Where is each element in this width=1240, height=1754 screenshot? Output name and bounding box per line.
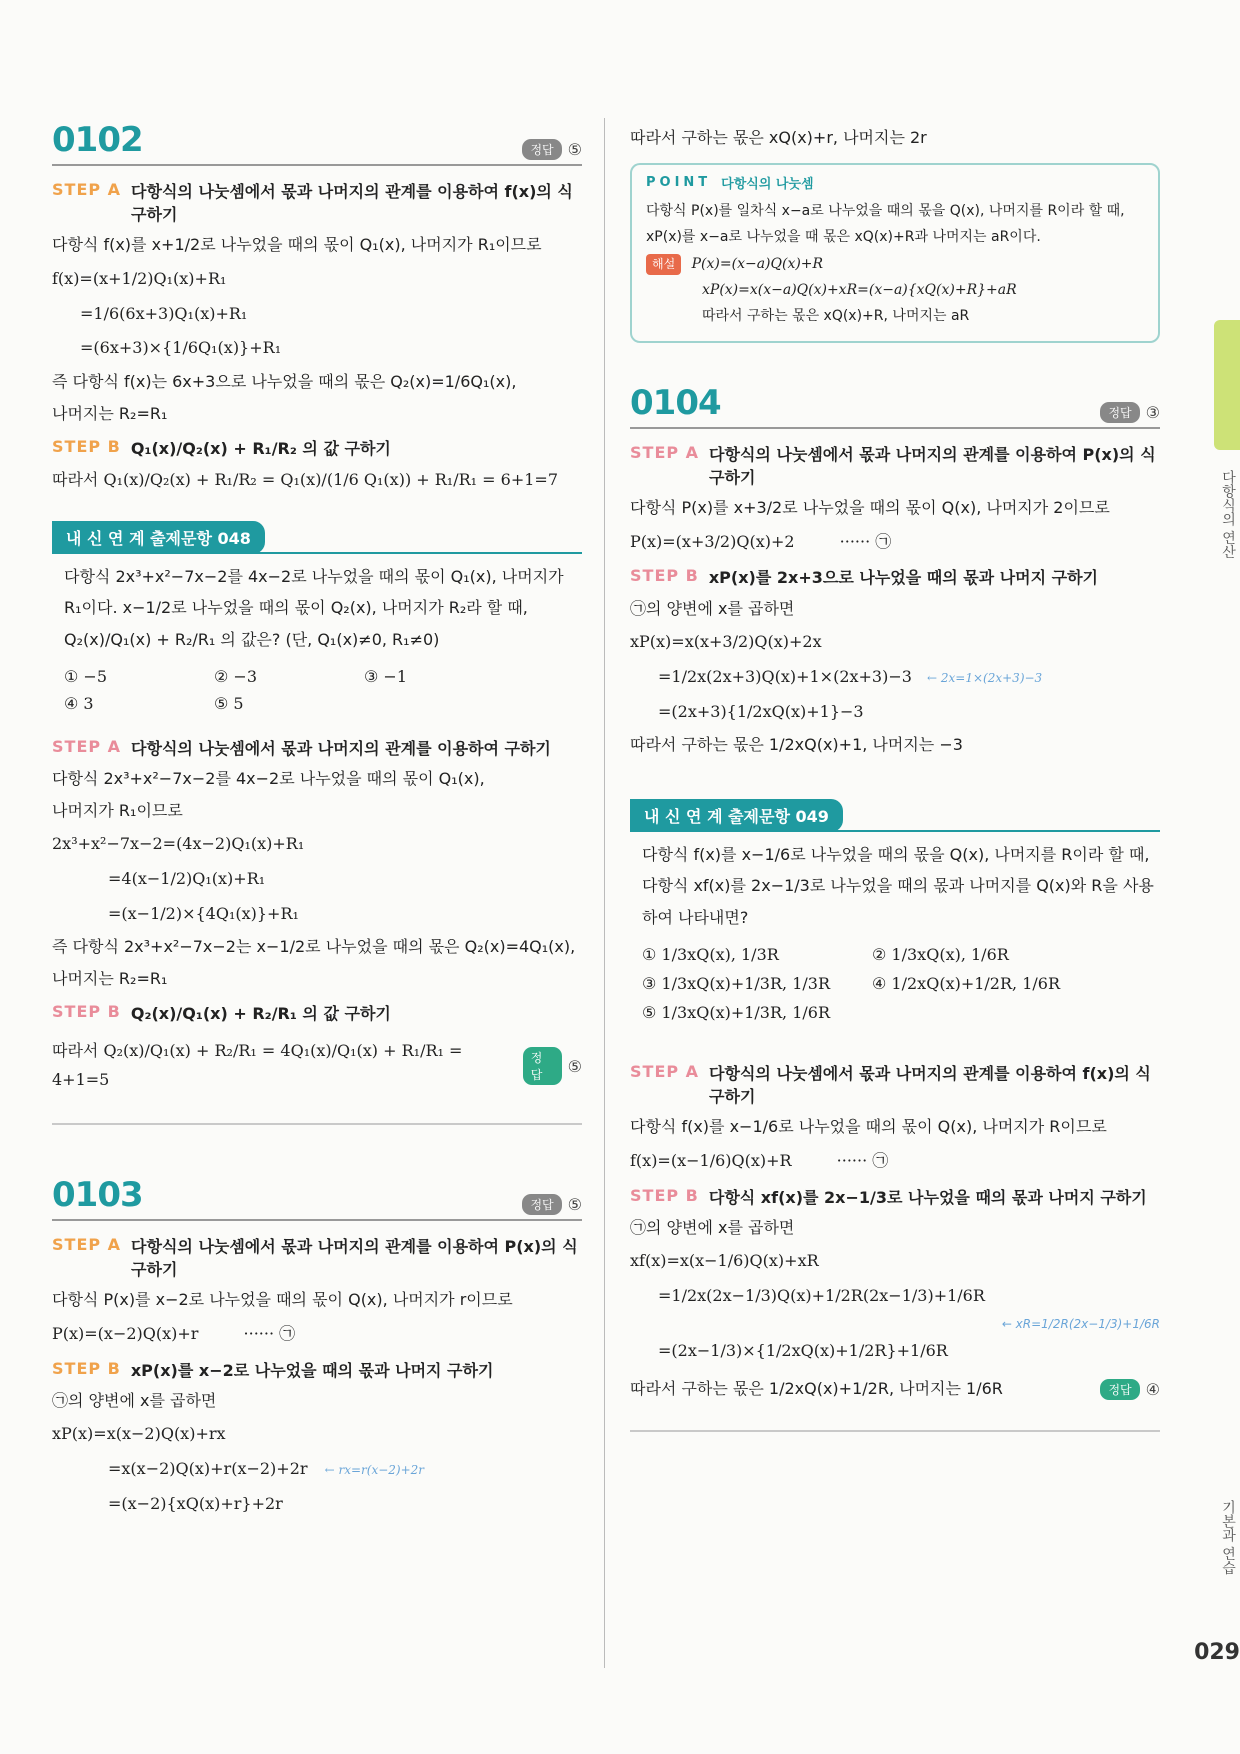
answer-badge: 정답 [523, 1047, 562, 1085]
side-note: ← rx=r(x−2)+2r [324, 1462, 425, 1477]
step-title: 다항식의 나눗셈에서 몫과 나머지의 관계를 이용하여 f(x)의 식 구하기 [709, 1063, 1151, 1107]
choice-5[interactable]: ⑤ 1/3xQ(x)+1/3R, 1/6R [642, 1002, 830, 1022]
haesol-badge: 해설 [646, 254, 681, 276]
equation-body: =1/2x(2x+3)Q(x)+1×(2x+3)−3 [658, 666, 912, 686]
equation: xP(x)=x(x+3/2)Q(x)+2x [630, 632, 822, 651]
problem-header-0103 [52, 1175, 582, 1221]
equation [630, 528, 1160, 557]
step-label: STEP B [630, 1185, 699, 1205]
equation: xP(x)=x(x−2)Q(x)+rx [52, 1424, 226, 1444]
point-title: 다항식의 나눗셈 [721, 177, 814, 193]
question-text: 다항식 f(x)를 x−1/6로 나누었을 때의 몫을 Q(x), 나머지를 R이라 할 때, [642, 844, 1150, 864]
solution-text: ㉠의 양변에 x를 곱하면 [52, 1390, 217, 1410]
step-title: Q₁(x)/Q₂(x) + R₁/R₂ 의 값 구하기 [130, 438, 391, 458]
solution-text: 나머지는 R₂=R₁ [52, 403, 168, 423]
column-divider [604, 118, 605, 1668]
equation [52, 1320, 582, 1349]
solution-text: 따라서 구하는 몫은 xQ(x)+r, 나머지는 2r [630, 128, 927, 147]
problem-number: 0104 [630, 382, 721, 423]
step-a [52, 180, 582, 226]
answer-value: ③ [1145, 402, 1160, 422]
point-header [646, 173, 1144, 192]
step-title: xP(x)를 2x+3으로 나누었을 때의 몫과 나머지 구하기 [708, 568, 1099, 588]
problem-number: 0102 [52, 120, 143, 160]
section-heading: 내 신 연 계 출제문항 048 [52, 521, 265, 554]
answer-box [522, 139, 582, 160]
equation: f(x)=(x+1/2)Q₁(x)+R₁ [52, 268, 227, 288]
step-title: 다항식의 나눗셈에서 몫과 나머지의 관계를 이용하여 구하기 [131, 739, 551, 759]
point-box [630, 163, 1160, 342]
answer-box [523, 1047, 582, 1085]
question-text: 다항식 xf(x)를 2x−1/3로 나누었을 때의 몫과 나머지를 Q(x)와 R을 사용 [642, 876, 1154, 896]
section-049 [630, 799, 1160, 832]
equation: =(x−2){xQ(x)+r}+2r [108, 1493, 283, 1513]
step-title: 다항식의 나눗셈에서 몫과 나머지의 관계를 이용하여 P(x)의 식 구하기 [131, 1237, 578, 1280]
step-title: xP(x)를 x−2로 나누었을 때의 몫과 나머지 구하기 [130, 1360, 494, 1380]
choice-2[interactable]: ② −3 [214, 667, 258, 687]
solution-text: 따라서 Q₂(x)/Q₁(x) + R₂/R₁ = 4Q₁(x)/Q₁(x) + R₁/R₁ = 4+1=5 [52, 1041, 463, 1090]
step-label: STEP A [52, 737, 122, 757]
step-label: STEP A [52, 180, 122, 199]
solution-text: 즉 다항식 2x³+x²−7x−2는 x−1/2로 나누었을 때의 몫은 Q₂(x)=4Q₁(x), [52, 937, 576, 957]
side-label: 기본과 연습 [1220, 1500, 1236, 1575]
equation-mark: ······ ㉠ [836, 1150, 889, 1170]
point-text: 다항식 P(x)를 일차식 x−a로 나누었을 때의 몫을 Q(x), 나머지를 R이라 할 때, [646, 203, 1125, 220]
section-heading: 내 신 연 계 출제문항 049 [630, 799, 843, 832]
step-b [52, 437, 582, 460]
step-label: STEP B [52, 1002, 121, 1022]
step-title: 다항식의 나눗셈에서 몫과 나머지의 관계를 이용하여 P(x)의 식 구하기 [709, 444, 1156, 488]
step-b [52, 1359, 582, 1382]
question-text: Q₂(x)/Q₁(x) + R₂/R₁ 의 값은? (단, Q₁(x)≠0, R₁≠0) [64, 629, 440, 649]
side-note: ← xR=1/2R(2x−1/3)+1/6R [1001, 1316, 1160, 1331]
problem-number: 0103 [52, 1175, 143, 1216]
side-note: ← 2x=1×(2x+3)−3 [927, 670, 1043, 685]
answer-box [1100, 1379, 1160, 1400]
equation: 2x³+x²−7x−2=(4x−2)Q₁(x)+R₁ [52, 834, 305, 854]
answer-badge: 정답 [522, 139, 561, 160]
equation-body: P(x)=(x−2)Q(x)+r [52, 1323, 199, 1343]
step-title: Q₂(x)/Q₁(x) + R₂/R₁ 의 값 구하기 [130, 1004, 391, 1024]
solution-text: 따라서 구하는 몫은 1/2xQ(x)+1, 나머지는 −3 [630, 735, 963, 755]
step-a [630, 1062, 1160, 1108]
step-label: STEP B [630, 566, 699, 586]
question-text: 하여 나타내면? [642, 907, 749, 927]
equation: =(6x+3)×{1/6Q₁(x)}+R₁ [80, 338, 282, 358]
answer-value: ④ [1145, 1380, 1160, 1400]
equation: =(2x+3){1/2xQ(x)+1}−3 [658, 701, 864, 721]
answer-value: ⑤ [567, 140, 582, 159]
step-b [52, 1002, 582, 1025]
answer-badge: 정답 [1100, 402, 1139, 423]
equation-body: =x(x−2)Q(x)+r(x−2)+2r [108, 1458, 308, 1478]
answer-value: ⑤ [567, 1056, 582, 1076]
point-text: xP(x)를 x−a로 나누었을 때 몫은 xQ(x)+R과 나머지는 aR이다. [646, 229, 1041, 246]
question-text: R₁이다. x−1/2로 나누었을 때의 몫이 Q₂(x), 나머지가 R₂라 할 때, [64, 598, 528, 618]
step-label: STEP B [52, 1358, 121, 1378]
side-chapter-label: 다항식의 연산 [1220, 470, 1236, 559]
equation-body: =1/2x(2x−1/3)Q(x)+1/2R(2x−1/3)+1/6R [658, 1285, 985, 1305]
choice-1[interactable]: ① 1/3xQ(x), 1/3R [642, 944, 779, 964]
equation [630, 1282, 1160, 1311]
equation [52, 1455, 582, 1484]
equation: =(2x−1/3)×{1/2xQ(x)+1/2R}+1/6R [658, 1340, 948, 1360]
equation [630, 663, 1160, 692]
choice-list [64, 667, 582, 713]
equation: =1/6(6x+3)Q₁(x)+R₁ [80, 303, 248, 323]
step-b [630, 566, 1160, 589]
choice-4[interactable]: ④ 3 [64, 694, 94, 714]
equation: P(x)=(x−a)Q(x)+R [691, 255, 824, 272]
solution-text: 나머지는 R₂=R₁ [52, 968, 168, 988]
choice-4[interactable]: ④ 1/2xQ(x)+1/2R, 1/6R [872, 973, 1060, 993]
separator [630, 1430, 1160, 1432]
question-text: 다항식 2x³+x²−7x−2를 4x−2로 나누었을 때의 몫이 Q₁(x), 나머지가 [64, 566, 564, 586]
choice-3[interactable]: ③ −1 [364, 667, 408, 687]
equation [630, 1147, 1160, 1176]
problem-header-0102 [52, 120, 582, 166]
solution-text: 따라서 Q₁(x)/Q₂(x) + R₁/R₂ = Q₁(x)/(1/6 Q₁(x)) + R₁/R₁ = 6+1=7 [52, 470, 559, 490]
section-048 [52, 521, 582, 554]
step-label: STEP A [630, 442, 700, 462]
equation-mark: ······ ㉠ [243, 1323, 296, 1343]
step-a [52, 1235, 582, 1281]
step-title: 다항식 xf(x)를 2x−1/3로 나누었을 때의 몫과 나머지 구하기 [708, 1187, 1147, 1207]
point-label: POINT [646, 175, 712, 191]
separator [52, 1123, 582, 1125]
equation: =(x−1/2)×{4Q₁(x)}+R₁ [108, 903, 299, 923]
point-solution [646, 253, 1144, 276]
answer-row [630, 1371, 1160, 1407]
solution-text: 다항식 f(x)를 x−1/6로 나누었을 때의 몫이 Q(x), 나머지가 R이므로 [630, 1117, 1107, 1137]
choice-2[interactable]: ② 1/3xQ(x), 1/6R [872, 944, 1009, 964]
left-column [52, 120, 582, 1525]
choice-5[interactable]: ⑤ 5 [214, 694, 244, 714]
equation-body: P(x)=(x+3/2)Q(x)+2 [630, 531, 795, 551]
equation-body: f(x)=(x−1/6)Q(x)+R [630, 1150, 792, 1170]
chapter-tab [1214, 320, 1240, 450]
choice-3[interactable]: ③ 1/3xQ(x)+1/3R, 1/3R [642, 973, 830, 993]
solution-text: 다항식 P(x)를 x−2로 나누었을 때의 몫이 Q(x), 나머지가 r이므로 [52, 1290, 513, 1310]
solution-text: 다항식 P(x)를 x+3/2로 나누었을 때의 몫이 Q(x), 나머지가 2이므로 [630, 498, 1110, 518]
solution-text: 즉 다항식 f(x)는 6x+3으로 나누었을 때의 몫은 Q₂(x)=1/6Q₁(x), [52, 372, 517, 392]
solution-text: ㉠의 양변에 x를 곱하면 [630, 1217, 795, 1237]
point-text: 따라서 구하는 몫은 xQ(x)+R, 나머지는 aR [702, 307, 970, 324]
solution-text: 나머지가 R₁이므로 [52, 800, 183, 820]
answer-box [1100, 402, 1160, 423]
answer-value: ⑤ [567, 1195, 582, 1215]
answer-badge: 정답 [1100, 1379, 1139, 1400]
step-a [52, 737, 582, 760]
equation-mark: ······ ㉠ [839, 531, 892, 551]
equation: =4(x−1/2)Q₁(x)+R₁ [108, 868, 266, 888]
choice-1[interactable]: ① −5 [64, 667, 108, 687]
solution-text: 다항식 2x³+x²−7x−2를 4x−2로 나누었을 때의 몫이 Q₁(x), [52, 769, 485, 789]
step-a [630, 443, 1160, 489]
page-number: 029 [1194, 1640, 1240, 1665]
step-b [630, 1186, 1160, 1209]
answer-row [52, 1031, 582, 1101]
step-label: STEP B [52, 436, 121, 456]
problem-header-0104 [630, 383, 1160, 429]
equation: xf(x)=x(x−1/6)Q(x)+xR [630, 1251, 819, 1271]
choice-list [642, 945, 1160, 1022]
answer-badge: 정답 [522, 1194, 561, 1215]
solution-text: 따라서 구하는 몫은 1/2xQ(x)+1/2R, 나머지는 1/6R [630, 1379, 1003, 1399]
step-label: STEP A [630, 1061, 700, 1081]
solution-text: ㉠의 양변에 x를 곱하면 [630, 598, 795, 618]
right-column [630, 120, 1160, 1432]
equation: xP(x)=x(x−a)Q(x)+xR=(x−a){xQ(x)+R}+aR [702, 281, 1017, 298]
answer-box [522, 1194, 582, 1215]
step-label: STEP A [52, 1235, 122, 1255]
solution-text: 다항식 f(x)를 x+1/2로 나누었을 때의 몫이 Q₁(x), 나머지가 R₁이므로 [52, 235, 542, 255]
step-title: 다항식의 나눗셈에서 몫과 나머지의 관계를 이용하여 f(x)의 식 구하기 [131, 182, 573, 225]
